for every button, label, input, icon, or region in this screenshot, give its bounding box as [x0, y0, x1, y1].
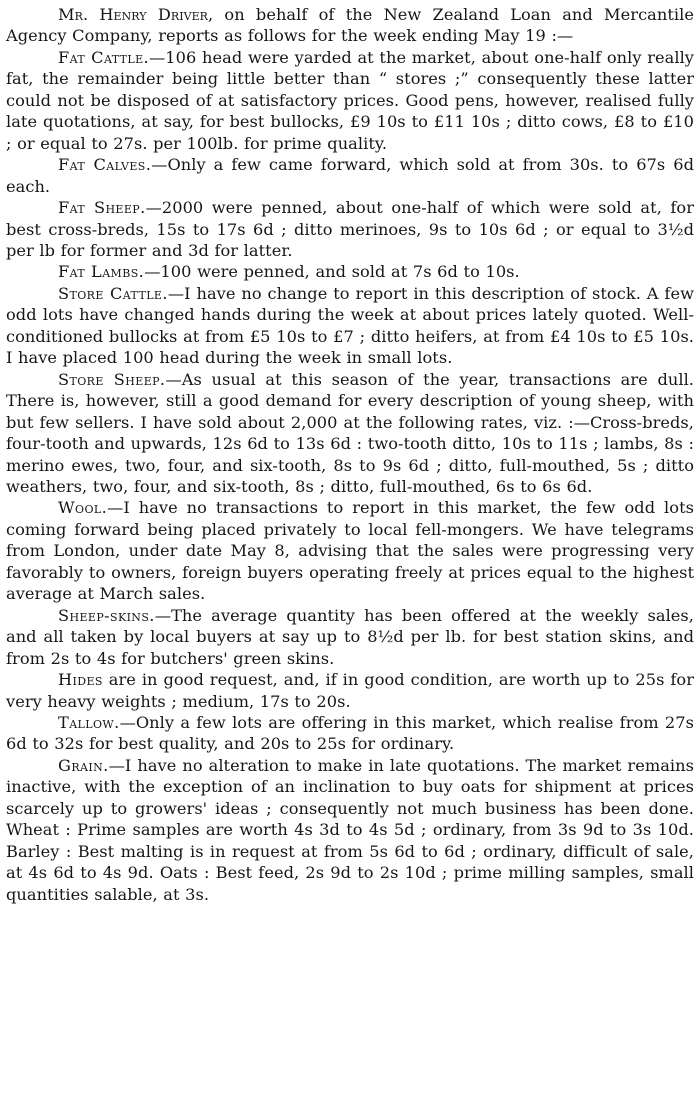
section-text: —As usual at this season of the year, transactions are dull. There is, however, still a good demand for every description of young sheep, with but few sellers. I have sold about 2,000 at the following rates, viz. :—Cross-breds, four-tooth and upwards, 12s 6d to 13s 6d : two-tooth ditto, 10s to 11s ; lambs, 8s : merino ewes, two, four, and six-tooth, 8s to 9s 6d ; ditto, full-mouthed, 5s ; ditto weathers, two, four, and six-tooth, 8s ; ditto, full-mouthed, 6s to 6s 6d. — [6, 369, 695, 496]
section-text: —Only a few came forward, which sold at from 30s. to 67s 6d each. — [6, 155, 694, 196]
section-heading: Tallow. — [58, 712, 120, 732]
section-heading: Wool. — [58, 498, 108, 518]
section-heading: Sheep-skins. — [58, 605, 155, 625]
section-wool — [6, 497, 694, 604]
section-text: —Only a few lots are offering in this market, which realise from 27s 6d to 32s for best quality, and 20s to 25s for ordinary. — [6, 712, 694, 754]
section-grain — [6, 755, 694, 905]
section-text: —The average quantity has been offered at the weekly sales, and all taken by local buyers at say up to 8½d per lb. for best station skins, and from 2s to 4s for butchers' green skins. — [6, 605, 694, 668]
section-text: —100 were penned, and sold at 7s 6d to 10s. — [144, 262, 520, 282]
section-text: —2000 were penned, about one-half of which were sold at, for best cross-breds, 15s to 17s 6d ; ditto merinoes, 9s to 10s 6d ; or equal to 3½d per lb for former and 3d for latter. — [6, 198, 694, 260]
section-heading: Fat Cattle. — [58, 47, 150, 67]
section-hides — [6, 669, 694, 712]
intro-paragraph — [6, 4, 694, 47]
section-text: —I have no transactions to report in this market, the few odd lots coming forward being placed privately to local fell-mongers. We have telegrams from London, under date May 8, advising that the sales were progressing very favorably to owners, foreign buyers operating freely at prices equal to the highest average at March sales. — [6, 498, 694, 604]
section-heading: Hides — [58, 670, 103, 690]
section-text: —I have no change to report in this description of stock. A few odd lots have changed hands during the week at about prices lately quoted. Well-conditioned bullocks at from £5 10s to £7 ; ditto heifers, at from £4 10s to £5 10s. I have placed 100 head during the week in small lots. — [6, 283, 694, 368]
section-heading: Store Sheep. — [58, 369, 166, 389]
section-heading: Fat Lambs. — [58, 262, 145, 282]
reporter-name: Mr. Henry Driver — [58, 5, 208, 24]
section-heading: Fat Calves. — [58, 155, 152, 175]
section-text: —I have no alteration to make in late quotations. The market remains inactive, with the exception of an inclination to buy oats for shipment at prices scarcely up to growers' ideas ; consequently not much business has been done. Wheat : Prime samples are worth 4s 3d to 4s 5d ; ordinary, from 3s 9d to 3s 10d. Barley : Best malting is in request at from 5s 6d to 6d ; ordinary, difficult of sale, at 4s 6d to 4s 9d. Oats : Best feed, 2s 9d to 2s 10d ; prime milling samples, small quantities salable, at 3s. — [6, 755, 694, 904]
section-fat-sheep — [6, 197, 694, 261]
section-fat-lambs — [6, 261, 694, 282]
section-fat-cattle — [6, 47, 694, 154]
section-sheep-skins — [6, 605, 694, 669]
section-heading: Grain. — [58, 755, 109, 775]
intro-text: , on behalf of the New Zealand Loan and Mercantile Agency Company, reports as follows for the week ending May 19 :— — [6, 5, 695, 46]
section-store-cattle — [6, 283, 694, 369]
section-heading: Fat Sheep. — [58, 198, 146, 218]
section-store-sheep — [6, 369, 694, 498]
section-text: —106 head were yarded at the market, about one-half only really fat, the remainder being little better than “ stores ;” consequently these latter could not be disposed of at satisfactory prices. Good pens, however, realised fully late quotations, at say, for best bullocks, £9 10s to £11 10s ; ditto cows, £8 to £10 ; or equal to 27s. per 100lb. for prime quality. — [6, 47, 695, 153]
section-text: are in good request, and, if in good condition, are worth up to 25s for very heavy weights ; medium, 17s to 20s. — [6, 670, 694, 711]
section-fat-calves — [6, 154, 694, 197]
section-tallow — [6, 712, 694, 755]
section-heading: Store Cattle. — [58, 283, 168, 303]
